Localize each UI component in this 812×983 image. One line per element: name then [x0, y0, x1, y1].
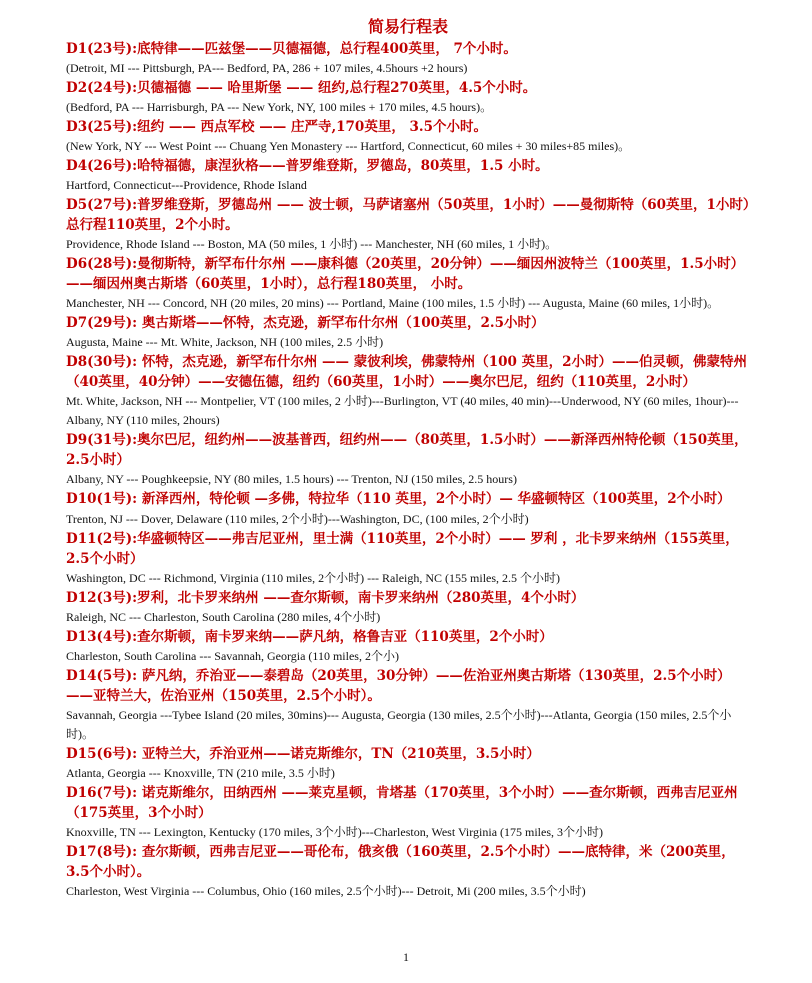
day-10-english-route: Trenton, NJ --- Dover, Delaware (110 miles, 2个小时)---Washington, DC, (100 miles, 2个小时): [66, 512, 529, 526]
day-2-chinese-text: D2(24号):贝德福德 —— 哈里斯堡 —— 纽约,总行程270英里，4.5个小时。: [66, 80, 537, 96]
day-2-chinese-line: [66, 78, 750, 98]
day-16-chinese-text: D16(7号): 诺克斯维尔，田纳西州 ——莱克星顿，肯塔基（170英里，3个小时）——查尔斯顿，西弗吉尼亚州（175英里，3个小时）: [66, 785, 738, 821]
day-16-english-route: Knoxville, TN --- Lexington, Kentucky (170 miles, 3个小时)---Charleston, West Virginia (175 miles, 3个小时): [66, 825, 604, 839]
day-8-english-route: Mt. White, Jackson, NH --- Montpelier, VT (100 miles, 2 小时)---Burlington, VT (40 miles, 40 min)---Underwood, NY (60 miles, 1hour)---Albany, NY (110 miles, 2hours): [66, 394, 739, 427]
day-5-chinese-line: [66, 195, 750, 235]
day-3-english-route: (New York, NY --- West Point --- Chuang Yen Monastery --- Hartford, Connecticut, 60 miles + 30 miles+85 miles)。: [66, 139, 631, 153]
day-9-english-route: Albany, NY --- Poughkeepsie, NY (80 miles, 1.5 hours) --- Trenton, NJ (150 miles, 2.5 hours): [66, 472, 517, 486]
day-17-english-route: Charleston, West Virginia --- Columbus, Ohio (160 miles, 2.5个小时)--- Detroit, Mi (200 miles, 3.5个小时): [66, 884, 586, 898]
day-9-chinese-text: D9(31号):奥尔巴尼，纽约州——波基普西，纽约州——（80英里，1.5小时）——新泽西州特伦顿（150英里，2.5小时）: [66, 432, 748, 468]
day-15-chinese-line: [66, 744, 750, 764]
day-17-chinese-line: [66, 842, 750, 882]
day-13-english-route: Charleston, South Carolina --- Savannah, Georgia (110 miles, 2个小): [66, 649, 399, 663]
day-15-english-route: Atlanta, Georgia --- Knoxville, TN (210 mile, 3.5 小时): [66, 766, 335, 780]
day-9-chinese-line: [66, 430, 750, 470]
day-13-chinese-line: [66, 627, 750, 647]
day-11-chinese-line: [66, 529, 750, 569]
day-8-chinese-text: D8(30号): 怀特，杰克逊，新罕布什尔州 —— 蒙彼利埃，佛蒙特州（100 英里，2小时）——伯灵顿，佛蒙特州（40英里，40分钟）——安德伍德，纽约（60英里，1小时）——奥尔巴尼，纽约（110英里，2小时）: [66, 354, 748, 390]
day-16-chinese-line: [66, 783, 750, 823]
day-3-chinese-line: [66, 117, 750, 137]
day-1-english-route: (Detroit, MI --- Pittsburgh, PA--- Bedford, PA, 286 + 107 miles, 4.5hours +2 hours): [66, 61, 468, 75]
day-12-chinese-text: D12(3号):罗利，北卡罗来纳州 ——查尔斯顿，南卡罗来纳州（280英里，4个小时）: [66, 590, 585, 606]
day-14-chinese-text: D14(5号): 萨凡纳，乔治亚——泰碧岛（20英里，30分钟）——佐治亚州奥古斯塔（130英里，2.5个小时）——亚特兰大，佐治亚州（150英里，2.5个小时）。: [66, 668, 731, 704]
page-number: 1: [403, 950, 409, 964]
day-6-chinese-line: [66, 254, 750, 294]
day-15-chinese-text: D15(6号): 亚特兰大，乔治亚州——诺克斯维尔，TN（210英里，3.5小时）: [66, 746, 540, 762]
day-11-english-route: Washington, DC --- Richmond, Virginia (110 miles, 2个小时) --- Raleigh, NC (155 miles, 2.5 个小时): [66, 571, 561, 585]
day-5-chinese-text: D5(27号):普罗维登斯，罗德岛州 —— 波士顿，马萨诸塞州（50英里，1小时）——曼彻斯特（60英里，1小时）总行程110英里，2个小时。: [66, 197, 750, 233]
day-4-english-route: Hartford, Connecticut---Providence, Rhode Island: [66, 178, 307, 192]
day-11-chinese-text: D11(2号):华盛顿特区——弗吉尼亚州，里士满（110英里，2个小时）—— 罗利 ，北卡罗来纳州（155英里，2.5个小时）: [66, 531, 739, 567]
day-1-chinese-line: [66, 39, 750, 59]
day-7-english-route: Augusta, Maine --- Mt. White, Jackson, NH (100 miles, 2.5 小时): [66, 335, 384, 349]
day-10-chinese-line: [66, 489, 750, 529]
day-6-chinese-text: D6(28号):曼彻斯特，新罕布什尔州 ——康科德（20英里，20分钟）——缅因州波特兰（100英里，1.5小时）——缅因州奥古斯塔（60英里，1小时），总行程180英里， 小时。: [66, 256, 745, 292]
day-4-chinese-text: D4(26号):哈特福德，康涅狄格——普罗维登斯，罗德岛，80英里，1.5 小时。: [66, 158, 549, 174]
day-8-chinese-line: [66, 352, 750, 392]
day-2-english-route: (Bedford, PA --- Harrisburgh, PA --- New York, NY, 100 miles + 170 miles, 4.5 hours)。: [66, 100, 493, 114]
day-4-chinese-line: [66, 156, 750, 176]
day-17-chinese-text: D17(8号): 查尔斯顿，西弗吉尼亚——哥伦布，俄亥俄（160英里，2.5个小时）——底特律，米（200英里，3.5个小时）。: [66, 844, 735, 880]
day-14-chinese-line: [66, 666, 750, 706]
day-13-chinese-text: D13(4号):查尔斯顿，南卡罗来纳——萨凡纳，格鲁吉亚（110英里，2个小时）: [66, 629, 553, 645]
document-title: 简易行程表: [367, 17, 448, 36]
day-14-english-route: Savannah, Georgia ---Tybee Island (20 miles, 30mins)--- Augusta, Georgia (130 miles, 2.5个小时)---Atlanta, Georgia (150 miles, 2.5个小时)。: [66, 708, 732, 741]
day-7-chinese-text: D7(29号): 奥古斯塔——怀特，杰克逊，新罕布什尔州（100英里，2.5小时）: [66, 315, 545, 331]
day-6-english-route: Manchester, NH --- Concord, NH (20 miles, 20 mins) --- Portland, Maine (100 miles, 1.5 小时) --- Augusta, Maine (60 miles, 1小时)。: [66, 296, 720, 310]
day-1-chinese-text: D1(23号):底特律——匹兹堡——贝德福德，总行程400英里， 7个小时。: [66, 41, 517, 57]
day-3-chinese-text: D3(25号):纽约 —— 西点军校 —— 庄严寺,170英里， 3.5个小时。: [66, 119, 488, 135]
day-12-english-route: Raleigh, NC --- Charleston, South Carolina (280 miles, 4个小时): [66, 610, 381, 624]
day-7-chinese-line: [66, 313, 750, 333]
itinerary-day-list: [66, 39, 750, 901]
day-10-chinese-text: D10(1号): 新泽西州，特伦顿 —多佛，特拉华（110 英里，2个小时）— 华盛顿特区（100英里，2个小时）: [66, 491, 731, 507]
day-5-english-route: Providence, Rhode Island --- Boston, MA (50 miles, 1 小时) --- Manchester, NH (60 miles, 1 小时)。: [66, 237, 558, 251]
itinerary-document: [66, 16, 750, 901]
day-12-chinese-line: [66, 588, 750, 608]
